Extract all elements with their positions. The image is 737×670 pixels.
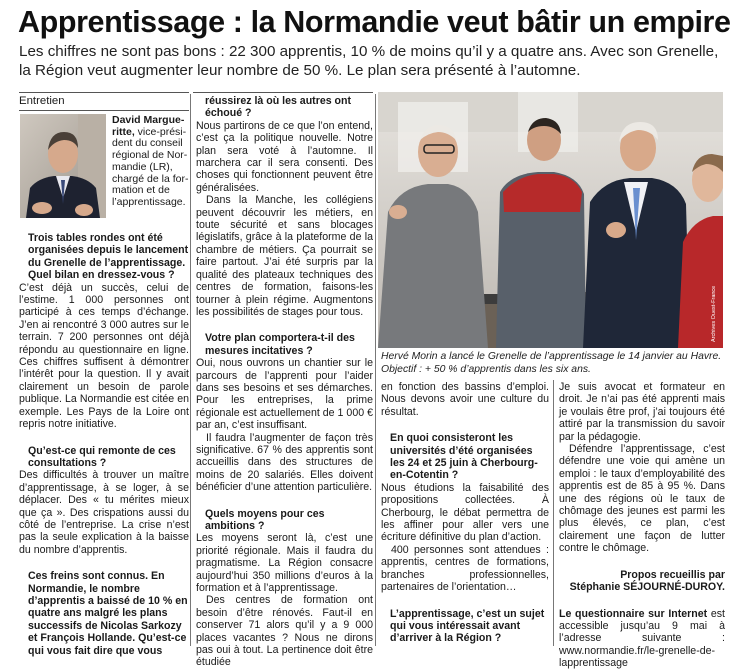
column-divider <box>553 380 554 646</box>
question: Votre plan comportera-t-il des mesures incitatives ? <box>205 332 355 357</box>
portrait-photo <box>20 114 106 218</box>
answer: en fonction des bassins d’emploi. Nous devons avoir une culture du résultat. <box>381 381 549 418</box>
answer: Il faudra l’augmenter de façon très significative. 67 % des apprentis sont accueillis dans des structures de moins de 20 salariés. Elles doivent bénéficier d’une attention particulière. <box>196 431 373 494</box>
photo-caption: Hervé Morin a lancé le Grenelle de l’apprentissage le 14 janvier au Havre. Objectif : + 50 % d’apprentis dans les six ans. <box>381 351 722 375</box>
column-top-rule <box>193 92 373 93</box>
interviewee-name: David Margue- <box>112 114 185 126</box>
bio-text: mation et de <box>112 184 170 197</box>
answer: Nous partirons de ce que l’on entend, c’est ça la politique nouvelle. Notre plan sera voté à l’automne. Il marchera car il sera consenti. Des choses qui fonctionnent peuvent être généralisées. <box>196 119 373 194</box>
workshop-scene-image <box>378 92 723 348</box>
answer: Oui, nous ouvrons un chantier sur le parcours de l’apprenti pour l’aider dans ses besoins et ses démarches. Pour les entreprises, la prime régionale est actuellement de 1 000 € par an, c’est insuffisant. <box>196 357 373 432</box>
column-2 <box>196 95 373 669</box>
bio-text: chargé de la for- <box>112 172 189 185</box>
photo-credit: Archives Ouest-France <box>711 285 717 342</box>
column-divider <box>375 94 376 646</box>
byline-label: Propos recueillis par <box>620 568 725 581</box>
section-label: Entretien <box>19 95 65 107</box>
question: Quels moyens pour ces ambitions ? <box>205 507 325 532</box>
answer: Des difficultés à trouver un maître d’apprentissage, à se loger, à se déplacer. Des « tu mérites mieux que ça ». Des crispations aussi du côté de l’entreprise. La crise n’est pas la seule explication à la baisse du nombre d’apprentis. <box>19 469 189 556</box>
question: En quoi consisteront les universités d’été organisées les 24 et 25 juin à Cherbourg-en-Cotentin ? <box>390 432 538 482</box>
bio-text: dent du conseil <box>112 137 183 150</box>
column-1 <box>19 232 189 657</box>
bio-text: mandie (LR), <box>112 160 173 173</box>
byline-author: Stéphanie SÉJOURNÉ-DUROY. <box>569 581 725 594</box>
bio-text: régional de Nor- <box>112 149 188 162</box>
headline: Apprentissage : la Normandie veut bâtir un empire <box>18 5 731 39</box>
column-4 <box>559 381 725 670</box>
news-photo <box>378 92 723 348</box>
question: L’apprentissage, c’est un sujet qui vous intéressait avant d’arriver à la Région ? <box>390 607 545 645</box>
interviewee-bio <box>112 115 190 209</box>
column-3 <box>381 381 549 645</box>
bio-text: vice-prési- <box>134 125 187 138</box>
question: Trois tables rondes ont été organisées depuis le lancement du Grenelle de l’apprentissage. Quel bilan en dressez-vous ? <box>28 232 189 282</box>
question: Qu’est-ce qui remonte de ces consultations ? <box>28 444 176 469</box>
questionnaire-note-lead: Le questionnaire sur Internet <box>559 607 708 620</box>
answer: C’est déjà un succès, celui de l’estime. 1 000 personnes ont participé à ces temps d’échange. J’en ai rencontré 3 000 autres sur le terrain. 7 200 personnes ont déjà répondu au questionnaire en ligne. Ces chiffres suffisent à démontrer l’intérêt pour la question. Il y avait clairement un besoin de parole publique. La Normandie est citée en exemple. Les Pays de la Loire ont repris notre initiative. <box>19 281 189 431</box>
interviewee-name-cont: ritte, <box>112 125 135 138</box>
questionnaire-note-text: est accessible jusqu’au 9 mai à l’adresse suivante : www.normandie.fr/le-grenelle-de-lapprentissage <box>559 607 725 670</box>
answer: Défendre l’apprentissage, c’est défendre une voie qui amène un emploi : le taux d’employabilité des apprentis est de 85 à 95 %. Dans une des régions où le taux de chômage des jeunes est parmi les plus élevés, ce plan, c’est clairement une façon de lutter contre le chômage. <box>559 443 725 555</box>
column-top-rule <box>19 92 189 93</box>
answer: Dans la Manche, les collégiens peuvent découvrir les métiers, en toute sécurité et sans blocages législatifs, grâce à la plateforme de la chambre de métiers. Ça pourrait se faire partout. J’ai été surpris par la qualité des plateaux techniques des centres de formation, faisons-les tourner à plein régime. Augmentons les possibilités de stages pour tous. <box>196 194 373 318</box>
answer: Des centres de formation ont besoin d’être rénovés. Faut-il en conserver 71 alors qu’il y a 9 000 places vacantes ? Nous ne dirons pas oui à tout. La pertinence doit être étudiée <box>196 594 373 669</box>
question: Ces freins sont connus. En Normandie, le nombre d’apprentis a baissé de 10 % en quatre ans malgré les plans successifs de Nicolas Sarkozy et François Hollande. Qu’est-ce qui vous fait dire que vous <box>28 570 188 657</box>
section-label-rule <box>19 110 189 111</box>
question-continued: réussirez là où les autres ont échoué ? <box>205 95 352 120</box>
questionnaire-note <box>559 608 725 670</box>
answer: Les moyens seront là, c’est une priorité régionale. Mais il faudra du pragmatisme. La Région consacre aujourd’hui 350 millions d’euros à la formation et à l’apprentissage. <box>196 532 373 595</box>
standfirst: Les chiffres ne sont pas bons : 22 300 apprentis, 10 % de moins qu’il y a quatre ans. Avec son Grenelle, la Région veut augmenter leur nombre de 50 %. Le plan sera présenté à l’automne. <box>19 43 719 79</box>
bio-text: l’apprentissage. <box>112 195 186 208</box>
answer: 400 personnes sont attendues : apprentis, centres de formations, branches professionnelles, partenaires de l’orientation… <box>381 543 549 594</box>
answer: Je suis avocat et formateur en droit. Je n’ai pas été apprenti mais je voulais être prof, j’ai toujours été attiré par la transmission du savoir par la pédagogie. <box>559 381 725 443</box>
answer: Nous étudions la faisabilité des propositions collectées. À Cherbourg, le débat permettra de les affiner pour aller vers une écriture définitive du plan d’action. <box>381 481 549 544</box>
column-divider <box>190 94 191 646</box>
